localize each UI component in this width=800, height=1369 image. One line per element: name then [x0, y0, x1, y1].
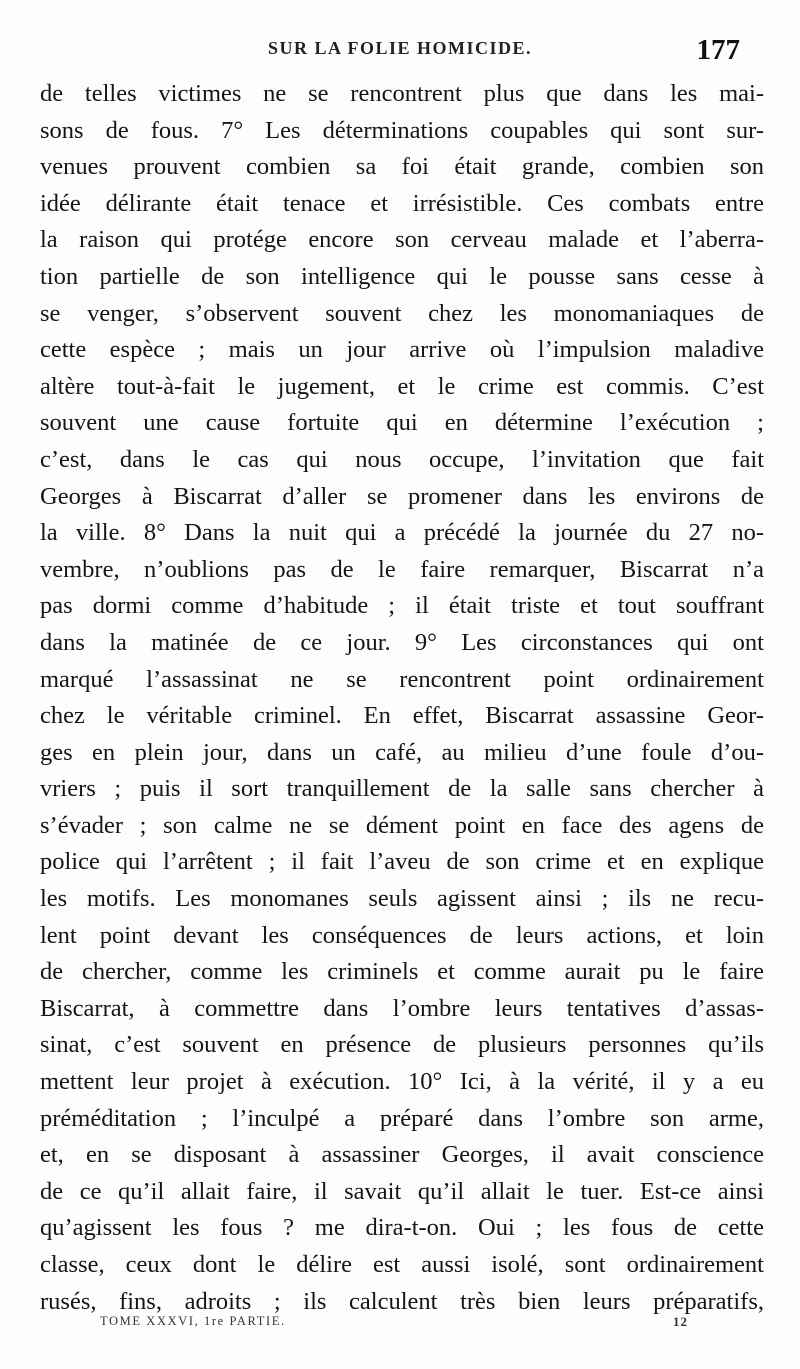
- printer-signature: TOME XXXVI, 1re PARTIE.: [100, 1314, 286, 1328]
- text-line: marqué l’assassinat ne se rencontrent point ordinairement: [40, 665, 764, 693]
- text-line: pas dormi comme d’habitude ; il était triste et tout souffrant: [40, 592, 764, 620]
- running-head: [40, 34, 760, 68]
- text-line: sons de fous. 7° Les déterminations coupables qui sont sur-: [40, 116, 764, 144]
- text-line: la raison qui protége encore son cerveau malade et l’aberra-: [40, 226, 764, 254]
- text-line: cette espèce ; mais un jour arrive où l’impulsion maladive: [40, 336, 764, 364]
- running-title: SUR LA FOLIE HOMICIDE.: [267, 38, 533, 58]
- text-line: de ce qu’il allait faire, il savait qu’il allait le tuer. Est-ce ainsi: [40, 1177, 764, 1205]
- text-line: idée délirante était tenace et irrésistible. Ces combats entre: [40, 189, 764, 217]
- text-line: dans la matinée de ce jour. 9° Les circonstances qui ont: [40, 628, 764, 656]
- text-line: vriers ; puis il sort tranquillement de la salle sans chercher à: [40, 775, 764, 803]
- body-text: [40, 76, 764, 1320]
- text-line: ges en plein jour, dans un café, au milieu d’une foule d’ou-: [40, 738, 764, 766]
- page-number: 177: [696, 34, 740, 66]
- text-line: Georges à Biscarrat d’aller se promener dans les environs de: [40, 482, 764, 510]
- text-line: altère tout-à-fait le jugement, et le crime est commis. C’est: [40, 372, 764, 400]
- text-line: s’évader ; son calme ne se dément point en face des agens de: [40, 811, 764, 839]
- text-line: chez le véritable criminel. En effet, Biscarrat assassine Geor-: [40, 702, 764, 730]
- text-line: se venger, s’observent souvent chez les monomaniaques de: [40, 299, 764, 327]
- text-line: c’est, dans le cas qui nous occupe, l’invitation que fait: [40, 445, 764, 473]
- text-line: sinat, c’est souvent en présence de plusieurs personnes qu’ils: [40, 1031, 764, 1059]
- text-line: les motifs. Les monomanes seuls agissent ainsi ; ils ne recu-: [40, 885, 764, 913]
- text-line: de chercher, comme les criminels et comme aurait pu le faire: [40, 958, 764, 986]
- text-line: de telles victimes ne se rencontrent plus que dans les mai-: [40, 80, 764, 107]
- text-line: préméditation ; l’inculpé a préparé dans l’ombre son arme,: [40, 1104, 764, 1132]
- text-line: souvent une cause fortuite qui en détermine l’exécution ;: [40, 409, 764, 437]
- text-line: mettent leur projet à exécution. 10° Ici, à la vérité, il y a eu: [40, 1068, 764, 1096]
- text-line: qu’agissent les fous ? me dira-t-on. Oui ; les fous de cette: [40, 1214, 764, 1242]
- text-line: rusés, fins, adroits ; ils calculent très bien leurs préparatifs,: [40, 1287, 764, 1315]
- text-line: lent point devant les conséquences de leurs actions, et loin: [40, 921, 764, 949]
- signature-mark: 12: [673, 1314, 688, 1329]
- text-line: et, en se disposant à assassiner Georges, il avait conscience: [40, 1141, 764, 1169]
- page-footer: [100, 1314, 700, 1338]
- text-line: tion partielle de son intelligence qui le pousse sans cesse à: [40, 262, 764, 290]
- text-line: la ville. 8° Dans la nuit qui a précédé la journée du 27 no-: [40, 519, 764, 547]
- text-line: classe, ceux dont le délire est aussi isolé, sont ordinairement: [40, 1251, 764, 1278]
- text-line: Biscarrat, à commettre dans l’ombre leurs tentatives d’assas-: [40, 994, 764, 1022]
- text-line: venues prouvent combien sa foi était grande, combien son: [40, 153, 764, 181]
- text-line: vembre, n’oublions pas de le faire remarquer, Biscarrat n’a: [40, 555, 764, 583]
- text-line: police qui l’arrêtent ; il fait l’aveu de son crime et en explique: [40, 848, 764, 876]
